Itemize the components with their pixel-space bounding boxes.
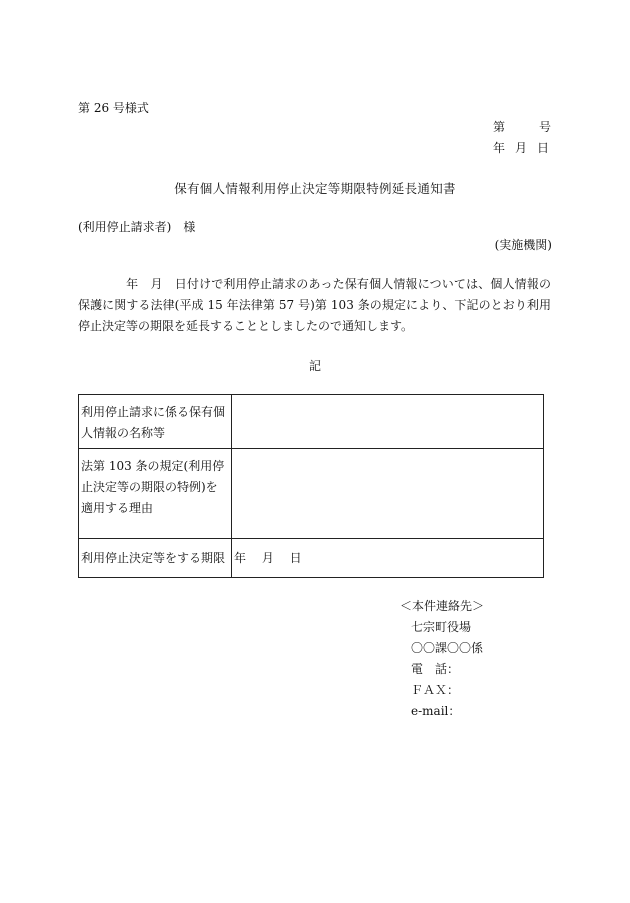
addressee: (利用停止請求者) 様 [78,220,196,234]
document-number-suffix: 号 [539,120,552,134]
document-number-prefix: 第 [493,120,506,134]
document-number [493,118,551,135]
date-month: 月 [515,141,528,155]
issuing-agency: (実施機関) [494,238,552,252]
date-year: 年 [493,141,506,155]
document-title: 保有個人情報利用停止決定等期限特例延長通知書 [174,181,456,196]
row-label: 利用停止請求に係る保有個人情報の名称等 [79,395,232,449]
table-row [79,539,544,578]
document-date [493,139,549,156]
table-row [79,449,544,539]
row-label: 法第 103 条の規定(利用停止決定等の期限の特例)を適用する理由 [79,449,232,539]
contact-heading: ＜本件連絡先＞ [400,599,485,613]
ki-heading: 記 [308,359,321,373]
form-number: 第 26 号様式 [78,101,149,115]
table-row [79,395,544,449]
contact-fax-label: ＦＡＸ： [411,683,460,697]
notice-body [78,274,551,337]
row-label: 利用停止決定等をする期限 [79,539,232,578]
contact-office: 七宗町役場 [411,620,472,634]
row-value[interactable] [232,395,544,449]
row-value[interactable] [232,449,544,539]
contact-section: 〇〇課〇〇係 [411,641,484,655]
notice-body-text: 年 月 日付けで利用停止請求のあった保有個人情報については、個人情報の保護に関する法律(平成 15 年法律第 57 号)第 103 条の規定により、下記のとおり利用停止決定等の期限を延長することとしましたので通知します。 [78,277,551,333]
contact-phone-label: 電 話： [411,662,460,676]
row-value[interactable]: 年 月 日 [232,539,544,578]
contact-email-label: e-mail： [411,704,461,718]
contact-block [400,596,484,722]
date-day: 日 [537,141,550,155]
details-table [78,394,544,578]
